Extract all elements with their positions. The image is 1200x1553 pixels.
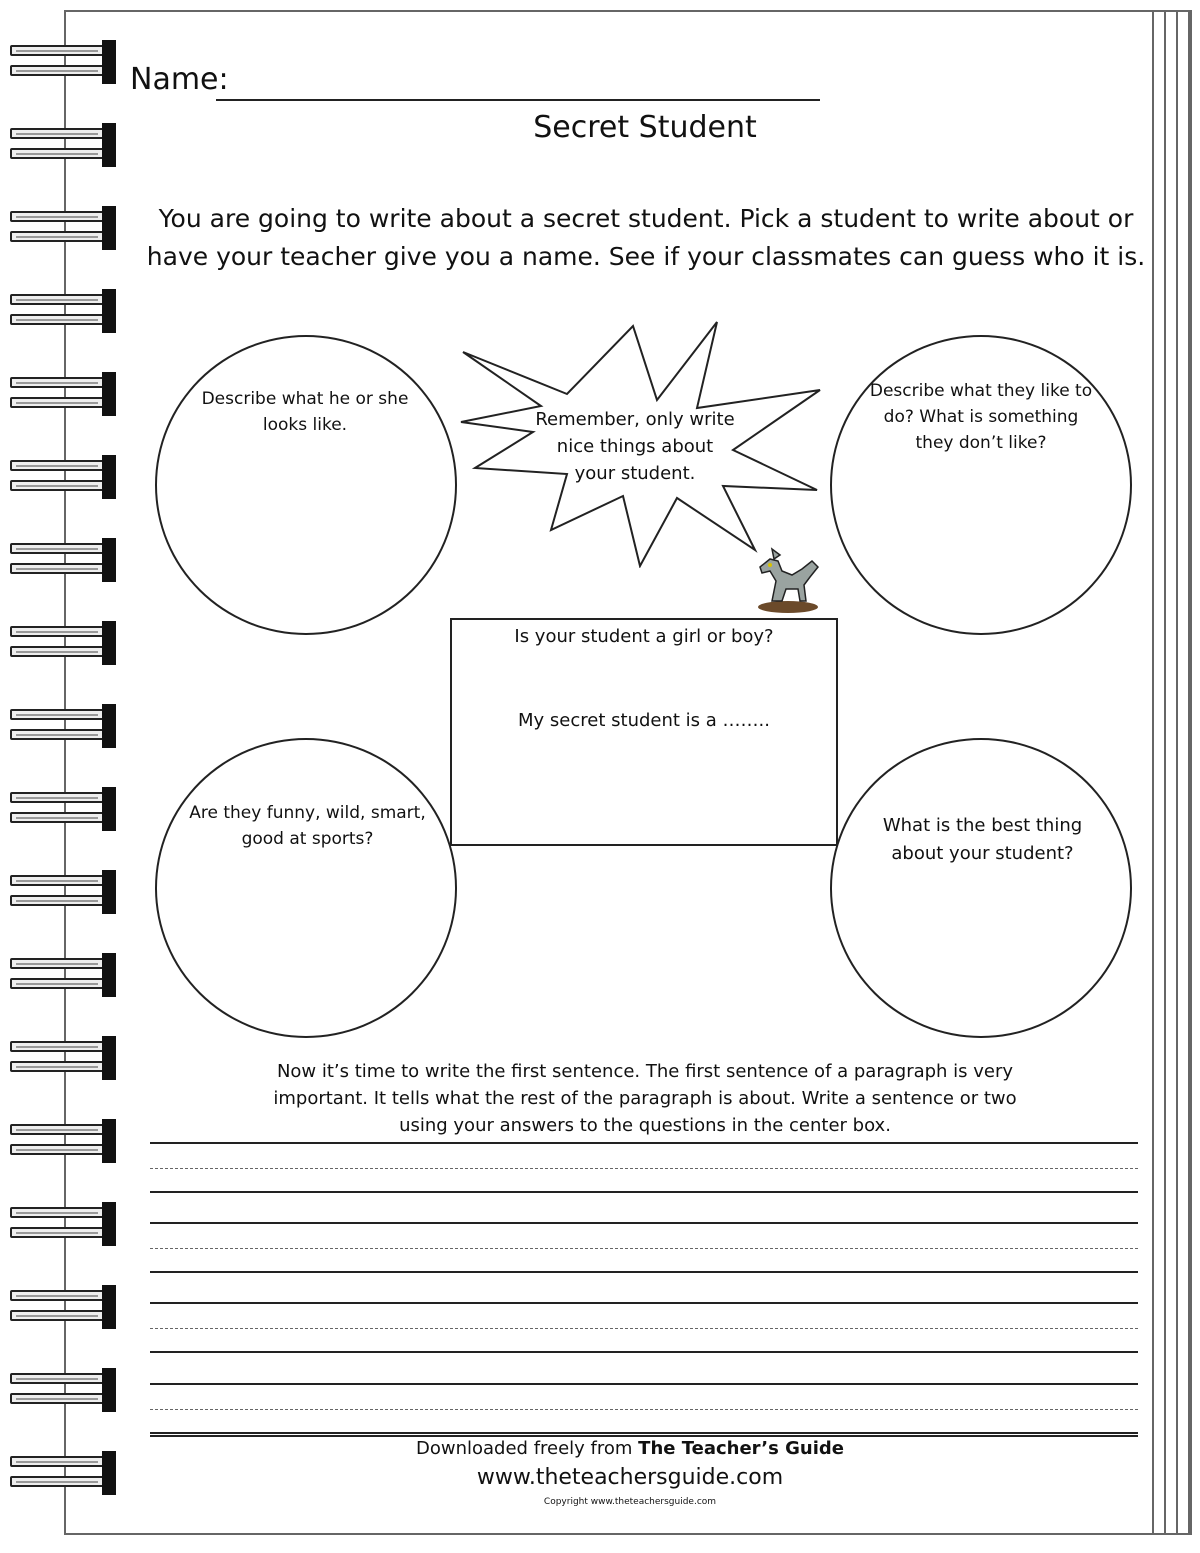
instruction-line: Now it’s time to write the first sentence. The first sentence of a paragraph is very — [276, 1061, 1014, 1082]
center-box-question: Is your student a girl or boy? — [514, 626, 774, 647]
writing-line-solid — [150, 1302, 1138, 1304]
spiral-ring — [6, 538, 116, 582]
spiral-ring — [6, 953, 116, 997]
writing-line-solid — [150, 1383, 1138, 1385]
prompt-line: Are they funny, wild, smart, — [189, 803, 426, 823]
writing-line-solid — [150, 1351, 1138, 1353]
spiral-ring — [6, 621, 116, 665]
writing-line-solid — [150, 1271, 1138, 1273]
prompt-text-bottom-right — [855, 812, 1110, 868]
footer-download-line — [210, 1438, 1050, 1459]
prompt-line: they don’t like? — [915, 433, 1047, 453]
prompt-line: about your student? — [891, 843, 1074, 864]
spiral-ring — [6, 787, 116, 831]
writing-line-dashed — [150, 1248, 1138, 1249]
wolf-ear — [772, 549, 780, 559]
writing-line-solid — [150, 1435, 1138, 1437]
spiral-ring — [6, 40, 116, 84]
instruction-line: important. It tells what the rest of the paragraph is about. Write a sentence or two — [273, 1088, 1017, 1109]
intro-text — [126, 200, 1166, 276]
wolf-clipart — [752, 545, 824, 615]
spiral-ring — [6, 289, 116, 333]
prompt-circle-bottom-right[interactable] — [830, 738, 1132, 1038]
prompt-line: Describe what they like to — [869, 381, 1093, 401]
center-answer-box[interactable] — [450, 618, 838, 846]
spiral-binding — [6, 40, 116, 1520]
writing-line-dashed — [150, 1168, 1138, 1169]
wolf-shadow — [758, 601, 818, 613]
prompt-line: What is the best thing — [882, 815, 1083, 836]
spiral-ring — [6, 1036, 116, 1080]
footer-url[interactable]: www.theteachersguide.com — [476, 1465, 784, 1490]
prompt-line: good at sports? — [241, 829, 374, 849]
worksheet-title: Secret Student — [533, 110, 757, 145]
spiral-ring — [6, 1202, 116, 1246]
spiral-ring — [6, 1119, 116, 1163]
intro-line: have your teacher give you a name. See if your classmates can guess who it is. — [146, 242, 1146, 271]
prompt-text-bottom-left — [180, 800, 435, 852]
footer-brand: The Teacher’s Guide — [638, 1438, 844, 1459]
footer-copyright: Copyright www.theteachersguide.com — [543, 1497, 717, 1507]
writing-line-solid — [150, 1191, 1138, 1193]
starburst-line: your student. — [574, 463, 696, 484]
prompt-line: do? What is something — [883, 407, 1079, 427]
spiral-ring — [6, 704, 116, 748]
prompt-circle-bottom-left[interactable] — [155, 738, 457, 1038]
prompt-line: Describe what he or she — [201, 389, 409, 409]
wolf-eye — [768, 563, 772, 567]
footer-download-prefix: Downloaded freely from — [416, 1438, 639, 1459]
spiral-ring — [6, 206, 116, 250]
spiral-ring — [6, 372, 116, 416]
starburst-text — [520, 406, 750, 487]
spiral-ring — [6, 1368, 116, 1412]
spiral-ring — [6, 870, 116, 914]
writing-line-dashed — [150, 1328, 1138, 1329]
prompt-text-top-right — [856, 378, 1106, 456]
starburst-line: Remember, only write — [535, 409, 735, 430]
writing-instructions — [210, 1058, 1080, 1139]
instruction-line: using your answers to the questions in the center box. — [399, 1115, 891, 1136]
writing-line-solid — [150, 1142, 1138, 1144]
intro-line: You are going to write about a secret student. Pick a student to write about or — [158, 204, 1134, 233]
prompt-circle-top-left[interactable] — [155, 335, 457, 635]
spiral-ring — [6, 1285, 116, 1329]
spiral-ring — [6, 1451, 116, 1495]
writing-line-dashed — [150, 1409, 1138, 1410]
name-label: Name: — [130, 62, 229, 97]
writing-line-solid — [150, 1222, 1138, 1224]
prompt-line: looks like. — [262, 415, 348, 435]
center-box-answer-prompt: My secret student is a …….. — [518, 710, 770, 731]
writing-line-solid — [150, 1432, 1138, 1434]
spiral-ring — [6, 455, 116, 499]
name-input-line[interactable] — [216, 99, 820, 101]
prompt-text-top-left — [185, 386, 425, 438]
starburst-line: nice things about — [556, 436, 714, 457]
